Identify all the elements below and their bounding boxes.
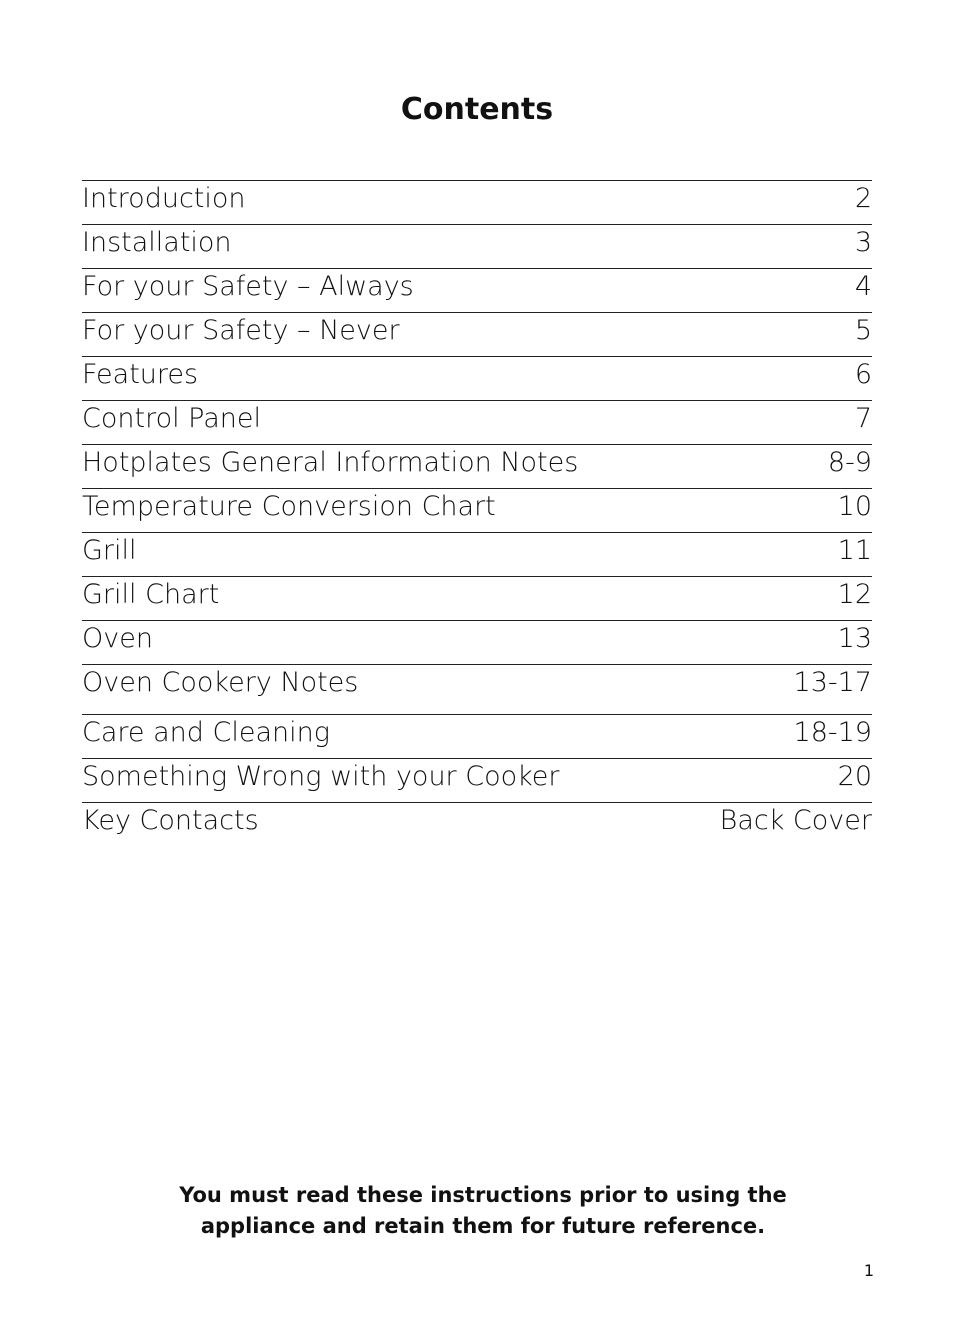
toc-entry-page: 13 — [837, 623, 872, 654]
page-number: 1 — [863, 1261, 874, 1280]
toc-entry-page: 4 — [854, 271, 872, 302]
toc-entry — [82, 225, 872, 269]
toc-entry-page: 5 — [854, 315, 872, 346]
toc-entry — [82, 269, 872, 313]
toc-entry-label: Installation — [82, 227, 232, 258]
toc-entry — [82, 445, 872, 489]
toc-entry — [82, 401, 872, 445]
toc-entry-page: 7 — [854, 403, 872, 434]
reading-notice — [0, 1180, 954, 1242]
toc-entry-page: 11 — [837, 535, 872, 566]
reading-notice-line: appliance and retain them for future reference. — [200, 1214, 766, 1238]
toc-entry-label: Care and Cleaning — [82, 717, 330, 748]
toc-entry — [82, 577, 872, 621]
toc-entry — [82, 715, 872, 759]
toc-entry — [82, 803, 872, 846]
toc-entry-label: Temperature Conversion Chart — [82, 491, 496, 522]
page-title: Contents — [400, 92, 554, 127]
toc-entry-page: 2 — [854, 183, 872, 214]
toc-entry-label: Oven — [82, 623, 153, 654]
toc-entry — [82, 759, 872, 803]
toc-entry-page: 6 — [854, 359, 872, 390]
toc-entry-label: Oven Cookery Notes — [82, 667, 359, 698]
toc-entry-page: 3 — [854, 227, 872, 258]
toc-entry-label: Grill — [82, 535, 137, 566]
toc-entry — [82, 533, 872, 577]
toc-entry-label: Key Contacts — [82, 805, 259, 836]
toc-entry-page: Back Cover — [719, 805, 872, 836]
toc-entry-label: For your Safety – Always — [82, 271, 414, 302]
toc-entry-page: 12 — [837, 579, 872, 610]
toc-entry-label: Introduction — [82, 183, 246, 214]
toc-entry — [82, 621, 872, 665]
toc-entry — [82, 665, 872, 715]
reading-notice-line: You must read these instructions prior to using the — [179, 1183, 787, 1207]
toc-entry-page: 20 — [837, 761, 872, 792]
toc-entry-label: For your Safety – Never — [82, 315, 400, 346]
toc-entry-label: Grill Chart — [82, 579, 220, 610]
toc-entry-page: 10 — [837, 491, 872, 522]
toc-entry — [82, 489, 872, 533]
toc-entry-page: 13-17 — [793, 667, 872, 698]
toc-entry — [82, 313, 872, 357]
toc-entry-page: 18-19 — [793, 717, 872, 748]
toc-entry-label: Features — [82, 359, 199, 390]
toc-entry — [82, 181, 872, 225]
toc-entry — [82, 357, 872, 401]
toc-entry-label: Hotplates General Information Notes — [82, 447, 579, 478]
toc-entry-label: Something Wrong with your Cooker — [82, 761, 560, 792]
toc-entry-label: Control Panel — [82, 403, 262, 434]
table-of-contents — [82, 180, 872, 846]
toc-entry-page: 8-9 — [827, 447, 872, 478]
